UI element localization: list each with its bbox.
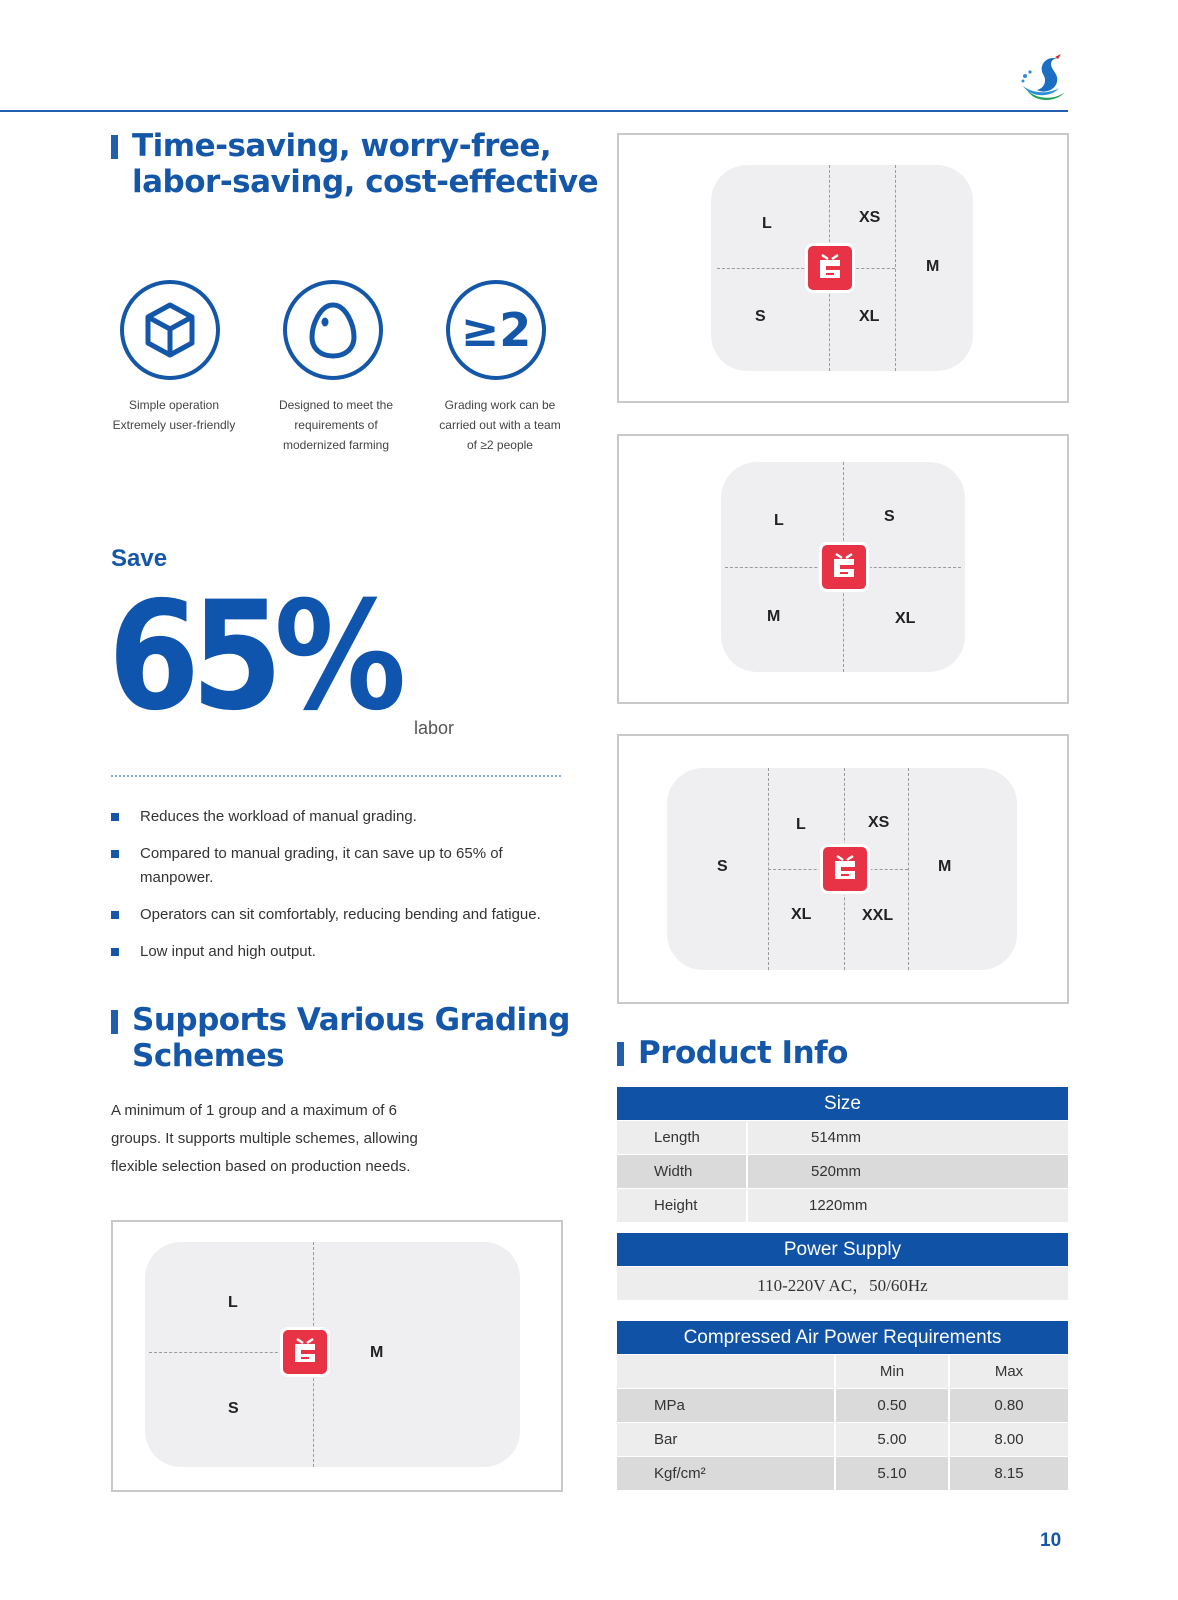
table-row xyxy=(617,1155,1068,1188)
caption-line: carried out with a team xyxy=(439,418,561,432)
divider-line xyxy=(895,165,896,371)
machine-logo-icon xyxy=(805,243,855,293)
list-item-text: Operators can sit comfortably, reducing bending and fatigue. xyxy=(140,906,541,923)
bullet-square-icon xyxy=(111,813,119,821)
grade-label: S xyxy=(884,508,895,525)
table-cell: Bar xyxy=(617,1423,836,1456)
grade-label: L xyxy=(762,215,772,232)
greater-equal-two-icon xyxy=(446,280,546,380)
grading-diagram xyxy=(617,734,1069,1004)
table-cell: Length xyxy=(617,1121,748,1154)
bullet-square-icon xyxy=(111,850,119,858)
grade-label: M xyxy=(926,258,940,275)
caption-line: Extremely user-friendly xyxy=(112,418,236,432)
table-cell: 5.00 xyxy=(836,1423,950,1456)
section-marker xyxy=(111,135,118,159)
list-item xyxy=(111,940,571,964)
caption-line: modernized farming xyxy=(282,438,390,452)
table-row xyxy=(617,1389,1068,1422)
grade-label: XXL xyxy=(862,907,894,924)
grade-label: XS xyxy=(859,209,881,226)
table-row xyxy=(617,1121,1068,1154)
caption-line: requirements of xyxy=(294,418,378,432)
header-rule xyxy=(0,110,1068,112)
power-table-header: Power Supply xyxy=(617,1233,1068,1266)
grade-label: M xyxy=(767,608,781,625)
grade-label: M xyxy=(370,1344,384,1361)
dotted-divider xyxy=(111,775,561,777)
machine-logo-icon xyxy=(820,844,870,894)
section-title-line: Schemes xyxy=(132,1038,285,1074)
table-cell: Height xyxy=(617,1189,748,1222)
list-item xyxy=(111,842,571,890)
grade-label: S xyxy=(228,1400,239,1417)
table-cell: 5.10 xyxy=(836,1457,950,1490)
section-marker xyxy=(617,1042,624,1066)
section-marker xyxy=(111,1010,118,1034)
machine-logo-icon xyxy=(280,1327,330,1377)
grade-label: S xyxy=(717,858,728,875)
bullet-square-icon xyxy=(111,911,119,919)
size-table-header: Size xyxy=(617,1087,1068,1120)
table-cell: MPa xyxy=(617,1389,836,1422)
table-cell: Width xyxy=(617,1155,748,1188)
section-title xyxy=(132,1002,570,1074)
grade-label: XL xyxy=(791,906,812,923)
table-row xyxy=(617,1355,1068,1388)
divider-line xyxy=(908,768,909,970)
icon-text: ≥2 xyxy=(460,303,532,357)
feature-caption xyxy=(99,395,249,435)
section-title xyxy=(132,128,598,200)
description-line: flexible selection based on production needs. xyxy=(111,1158,411,1175)
section-title-line: Time-saving, worry-free, xyxy=(132,128,552,164)
grade-label: L xyxy=(774,512,784,529)
grading-diagram xyxy=(617,133,1069,403)
grade-label: XL xyxy=(895,610,916,627)
table-cell: 1220mm xyxy=(809,1197,868,1214)
feature-caption xyxy=(425,395,575,455)
grade-label: L xyxy=(228,1294,238,1311)
list-item-text: Compared to manual grading, it can save up to 65% of manpower. xyxy=(140,845,503,886)
save-label: Save xyxy=(111,545,168,572)
egg-icon xyxy=(283,280,383,380)
table-cell xyxy=(617,1355,836,1388)
section-title-line: labor-saving, cost-effective xyxy=(132,164,599,200)
caption-line: Designed to meet the xyxy=(278,398,394,412)
table-cell: 0.50 xyxy=(836,1389,950,1422)
list-item-text: Reduces the workload of manual grading. xyxy=(140,808,417,825)
divider-line xyxy=(851,268,895,269)
list-item-text: Low input and high output. xyxy=(140,943,316,960)
feature-caption xyxy=(261,395,411,455)
bullet-square-icon xyxy=(111,948,119,956)
table-cell: Max xyxy=(994,1363,1024,1380)
grade-label: M xyxy=(938,858,952,875)
table-cell: 8.00 xyxy=(994,1431,1024,1448)
grade-label: L xyxy=(796,816,806,833)
table-cell: 514mm xyxy=(811,1129,862,1146)
machine-logo-icon xyxy=(819,542,869,592)
section-title-line: Supports Various Grading xyxy=(132,1002,570,1038)
table-row xyxy=(617,1189,1068,1222)
section-description xyxy=(111,1097,471,1181)
list-item xyxy=(111,805,571,829)
air-table-header: Compressed Air Power Requirements xyxy=(617,1321,1068,1354)
diagram-panel xyxy=(145,1242,520,1467)
caption-line: Grading work can be xyxy=(444,398,556,412)
table-row xyxy=(617,1423,1068,1456)
table-cell: 8.15 xyxy=(994,1465,1024,1482)
grade-label: XL xyxy=(859,308,880,325)
grade-label: XS xyxy=(868,814,890,831)
swan-logo-icon xyxy=(1015,50,1070,105)
cube-icon xyxy=(120,280,220,380)
table-cell: 520mm xyxy=(811,1163,862,1180)
description-line: A minimum of 1 group and a maximum of 6 xyxy=(111,1102,397,1119)
power-value: 110-220V AC，50/60Hz xyxy=(617,1267,1068,1300)
grading-diagram xyxy=(617,434,1069,704)
product-info-title: Product Info xyxy=(638,1035,848,1071)
benefit-list xyxy=(111,805,571,977)
save-percent: 65% xyxy=(108,570,398,744)
table-cell: 0.80 xyxy=(994,1397,1024,1414)
page-number: 10 xyxy=(1040,1530,1062,1551)
table-cell: Kgf/cm² xyxy=(617,1457,836,1490)
caption-line: of ≥2 people xyxy=(467,438,533,452)
list-item xyxy=(111,903,571,927)
table-cell: Min xyxy=(836,1355,950,1388)
caption-line: Simple operation xyxy=(128,398,220,412)
save-unit: labor xyxy=(414,718,455,738)
grade-label: S xyxy=(755,308,766,325)
description-line: groups. It supports multiple schemes, allowing xyxy=(111,1130,418,1147)
grading-diagram xyxy=(111,1220,563,1492)
table-row xyxy=(617,1457,1068,1490)
